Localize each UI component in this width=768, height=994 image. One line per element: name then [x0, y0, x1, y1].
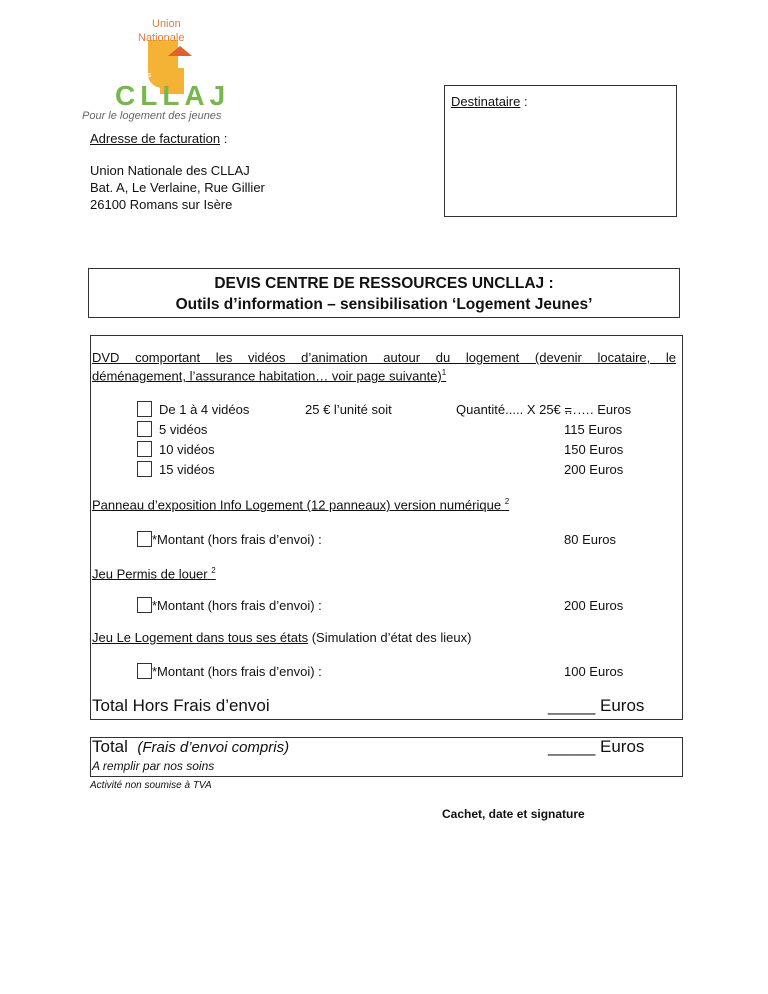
- option-price: 115 Euros: [564, 422, 623, 437]
- checkbox-15[interactable]: [137, 461, 152, 477]
- etats-price: 100 Euros: [564, 664, 624, 679]
- billing-label: Adresse de facturation: [90, 131, 221, 146]
- panneau-amount-label: *Montant (hors frais d’envoi) :: [152, 532, 322, 547]
- footnote-ref: 1: [441, 368, 447, 377]
- panneau-title: [92, 497, 509, 512]
- title-box: [88, 268, 680, 318]
- footnote-ref: 2: [211, 566, 216, 575]
- total-hors-value[interactable]: _____ Euros: [548, 696, 645, 715]
- panneau-price: 80 Euros: [564, 532, 617, 547]
- address-line: 26100 Romans sur Isère: [90, 197, 233, 212]
- dvd-desc2: [92, 368, 446, 383]
- colon: :: [220, 131, 228, 146]
- logo-des: des: [140, 72, 152, 79]
- logo-nationale: Nationale: [138, 32, 185, 44]
- total-hors-label: Total Hors Frais d’envoi: [92, 696, 270, 715]
- permis-amount-label: *Montant (hors frais d’envoi) :: [152, 598, 322, 613]
- footnote-ref: 2: [504, 497, 510, 506]
- logo-union: Union: [152, 18, 181, 30]
- products-box: [90, 335, 683, 720]
- total-compris-value[interactable]: _____ Euros: [548, 737, 645, 756]
- etats-title-text: Jeu Le Logement dans tous ses états: [92, 630, 309, 645]
- fill-note: A remplir par nos soins: [92, 759, 215, 773]
- unit-price: 25 € l’unité soit: [305, 402, 392, 417]
- roof-shape: [168, 46, 192, 56]
- etats-extra: (Simulation d’état des lieux): [308, 630, 472, 645]
- dvd-desc1: DVD comportant les vidéos d’animation autour du logement (devenir locataire, le: [92, 350, 676, 365]
- option-price: ……. Euros: [564, 402, 632, 417]
- title-line1: DEVIS CENTRE DE RESSOURCES UNCLLAJ :: [214, 275, 554, 292]
- tva-note: Activité non soumise à TVA: [90, 780, 212, 791]
- recipient-label: Destinataire: [451, 94, 521, 109]
- option-label: 15 vidéos: [159, 462, 215, 477]
- etats-title: [92, 630, 471, 645]
- option-price: 200 Euros: [564, 462, 624, 477]
- total-label: Total: [92, 737, 128, 756]
- checkbox-panneau[interactable]: [137, 531, 152, 547]
- address-line: Bat. A, Le Verlaine, Rue Gillier: [90, 180, 265, 195]
- option-label: 10 vidéos: [159, 442, 215, 457]
- billing-heading: [90, 131, 227, 146]
- logo-name: CLLAJ: [115, 80, 231, 111]
- quantity-field[interactable]: Quantité..... X 25€ =: [456, 402, 572, 417]
- option-label: De 1 à 4 vidéos: [159, 402, 250, 417]
- logo-tagline: Pour le logement des jeunes: [82, 110, 222, 122]
- address-line: Union Nationale des CLLAJ: [90, 163, 250, 178]
- option-price: 150 Euros: [564, 442, 624, 457]
- option-label: 5 vidéos: [159, 422, 208, 437]
- checkbox-etats[interactable]: [137, 663, 152, 679]
- checkbox-permis[interactable]: [137, 597, 152, 613]
- checkbox-5[interactable]: [137, 421, 152, 437]
- total-italic: (Frais d’envoi compris): [137, 739, 290, 756]
- dvd-desc2-text: déménagement, l’assurance habitation… voir page suivante): [92, 368, 442, 384]
- checkbox-10[interactable]: [137, 441, 152, 457]
- total-compris-label: [92, 737, 289, 757]
- recipient-box[interactable]: [444, 85, 677, 217]
- title-line2: Outils d’information – sensibilisation ‘Logement Jeunes’: [175, 296, 593, 313]
- billing-address: [90, 162, 265, 213]
- etats-amount-label: *Montant (hors frais d’envoi) :: [152, 664, 322, 679]
- signature-label: Cachet, date et signature: [442, 807, 585, 821]
- checkbox-1-4[interactable]: [137, 401, 152, 417]
- permis-price: 200 Euros: [564, 598, 624, 613]
- permis-title: [92, 566, 216, 581]
- panneau-title-text: Panneau d’exposition Info Logement (12 panneaux) version numérique: [92, 497, 502, 513]
- permis-title-text: Jeu Permis de louer: [92, 566, 208, 582]
- colon: :: [520, 94, 528, 109]
